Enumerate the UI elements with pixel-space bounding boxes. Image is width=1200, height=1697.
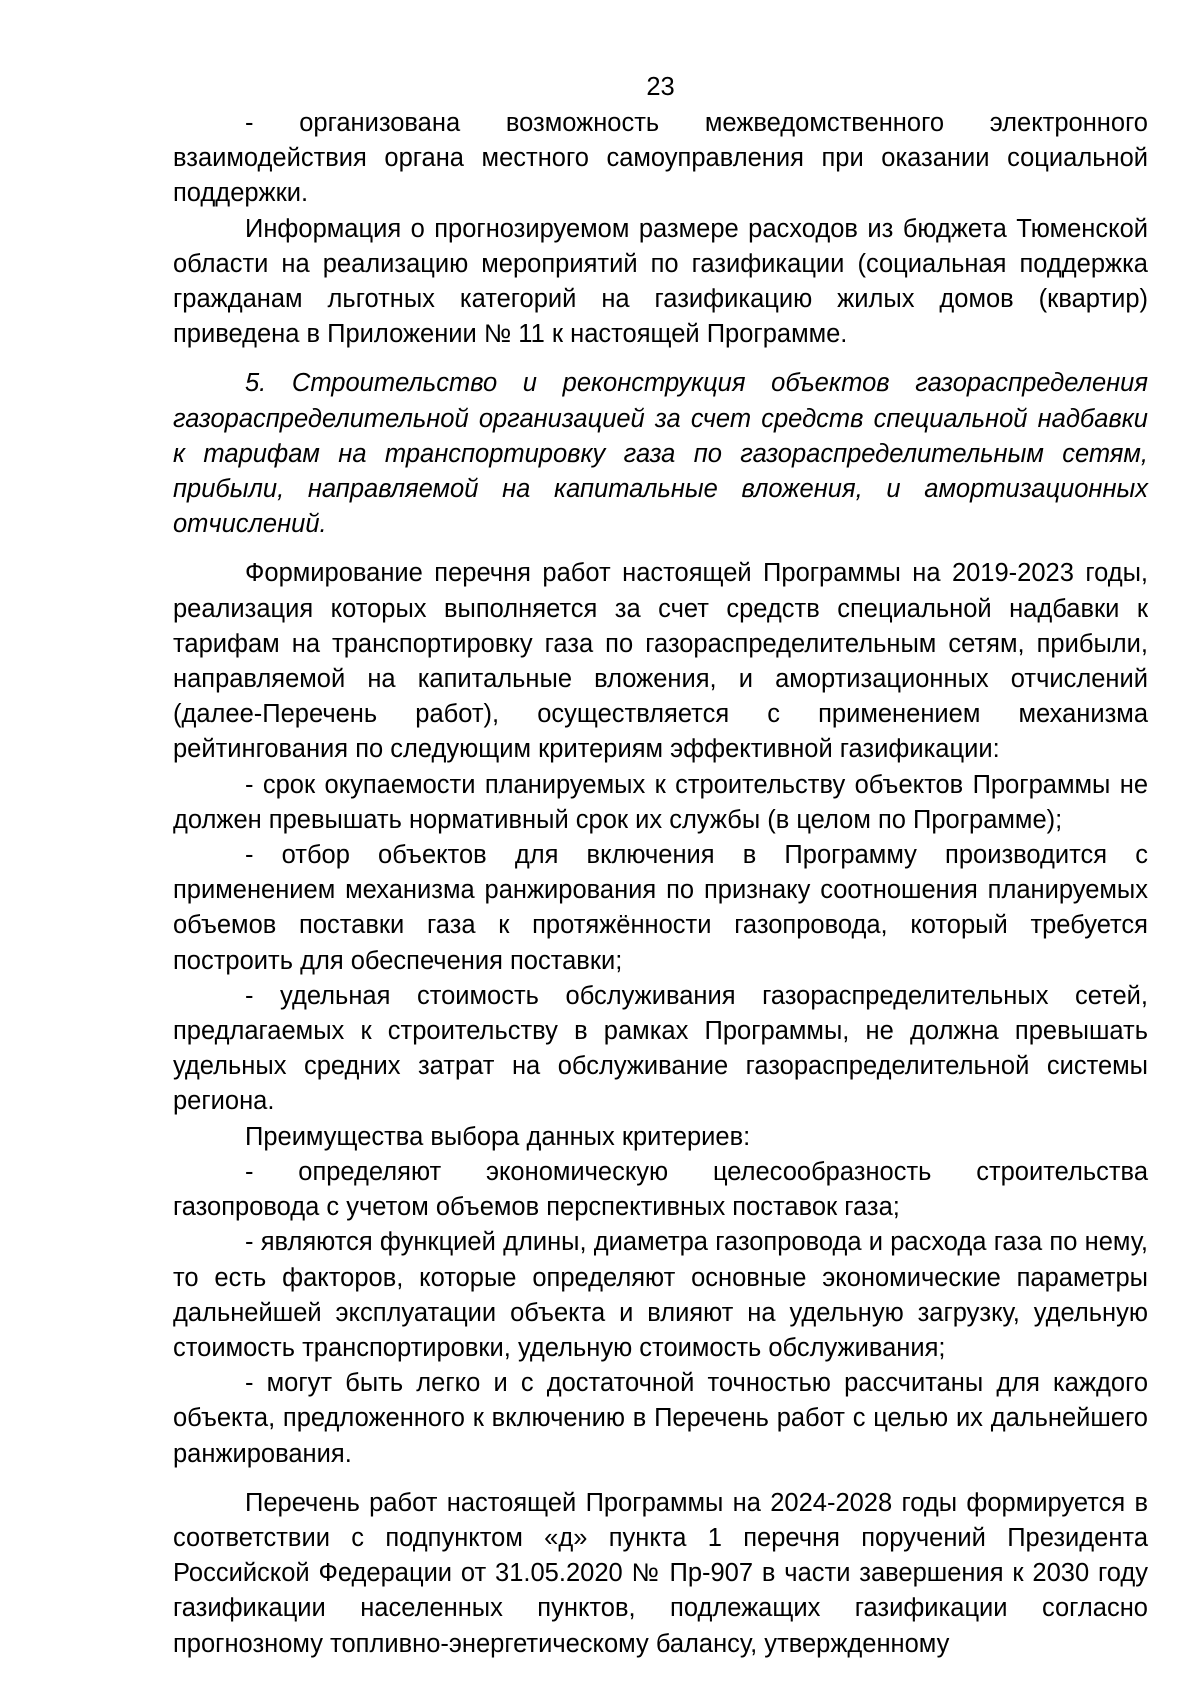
advantage-feasibility-bullet: - определяют экономическую целесообразность строительства газопровода с учетом объемов перспективных поставок газа; xyxy=(173,1157,1148,1222)
paragraph-work-list-2024-2028: Перечень работ настоящей Программы на 2024-2028 годы формируется в соответствии с подпунктом «д» пункта 1 перечня поручений Президента Российской Федерации от 31.05.2020 № Пр-907 в части завершения к 2030 году газификации населенных пунктов, подлежащих газификации согласно прогнозному топливно-энергетическому балансу, утвержденному xyxy=(173,1488,1148,1658)
section-heading-5: 5. Строительство и реконструкция объектов газораспределения газораспределительной организацией за счет средств специальной надбавки к тарифам на транспортировку газа по газораспределительным сетям, прибыли, направляемой на капитальные вложения, и амортизационных отчислений. xyxy=(173,369,1148,539)
page-number: 23 xyxy=(646,73,675,101)
paragraph-advantages-heading: Преимущества выбора данных критериев: xyxy=(245,1122,751,1151)
criterion-unit-cost-bullet: - удельная стоимость обслуживания газораспределительных сетей, предлагаемых к строительству в рамках Программы, не должна превышать удельных средних затрат на обслуживание газораспределительной системы региона. xyxy=(173,981,1148,1116)
criterion-payback-bullet: - срок окупаемости планируемых к строительству объектов Программы не должен превышать нормативный срок их службы (в целом по Программе); xyxy=(173,770,1148,834)
criterion-selection-bullet: - отбор объектов для включения в Программу производится с применением механизма ранжирования по признаку соотношения планируемых объемов поставки газа к протяжённости газопровода, который требуется построить для обеспечения поставки; xyxy=(173,841,1148,975)
paragraph-work-list-2019-2023: Формирование перечня работ настоящей Программы на 2019-2023 годы, реализация которых выполняется за счет средств специальной надбавки к тарифам на транспортировку газа по газораспределительным сетям, прибыли, направляемой на капитальные вложения, и амортизационных отчислений (далее-Перечень работ), осуществляется с применением механизма рейтингования по следующим критериям эффективной газификации: xyxy=(173,559,1148,764)
document-page xyxy=(173,70,1148,1662)
advantage-function-bullet: - являются функцией длины, диаметра газопровода и расхода газа по нему, то есть факторов, которые определяют основные экономические параметры дальнейшей эксплуатации объекта и влияют на удельную загрузку, удельную стоимость транспортировки, удельную стоимость обслуживания; xyxy=(173,1228,1148,1362)
paragraph-interagency-bullet: - организована возможность межведомственного электронного взаимодействия органа местного самоуправления при оказании социальной поддержки. xyxy=(173,109,1148,208)
advantage-calculation-bullet: - могут быть легко и с достаточной точностью рассчитаны для каждого объекта, предложенного к включению в Перечень работ с целью их дальнейшего ранжирования. xyxy=(173,1369,1148,1468)
paragraph-budget-info: Информация о прогнозируемом размере расходов из бюджета Тюменской области на реализацию мероприятий по газификации (социальная поддержка гражданам льготных категорий на газификацию жилых домов (квартир) приведена в Приложении № 11 к настоящей Программе. xyxy=(173,214,1148,349)
